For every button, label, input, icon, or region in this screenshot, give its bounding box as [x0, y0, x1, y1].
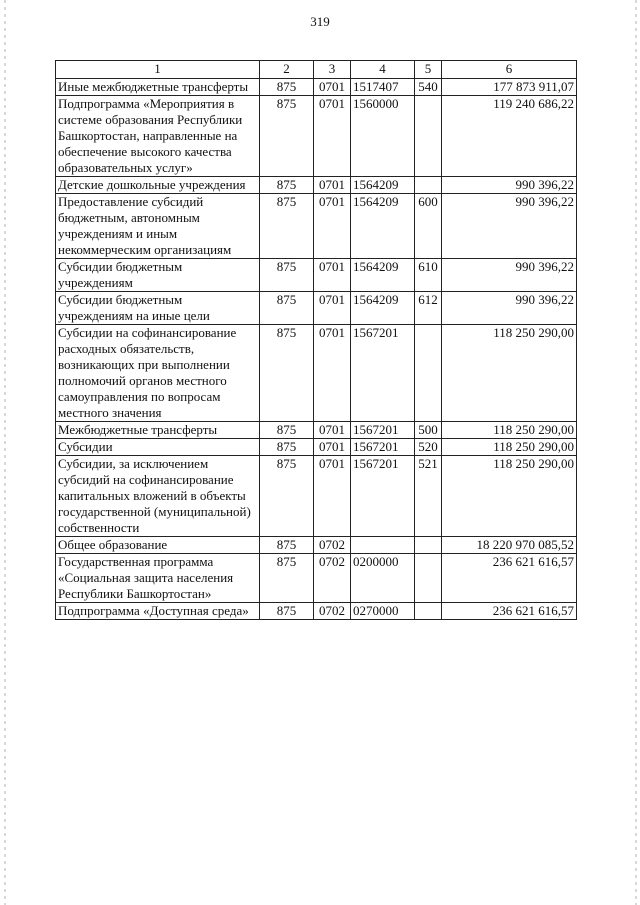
row-col-4: 1517407	[351, 79, 415, 96]
table-row	[56, 292, 577, 325]
row-col-3: 0701	[314, 259, 351, 292]
row-col-2: 875	[260, 456, 314, 537]
row-name: Общее образование	[56, 537, 260, 554]
row-name: Субсидии бюджетным учреждениям на иные цели	[56, 292, 260, 325]
table-row	[56, 422, 577, 439]
row-name: Субсидии бюджетным учреждениям	[56, 259, 260, 292]
header-col-4: 4	[351, 61, 415, 79]
row-amount: 18 220 970 085,52	[442, 537, 577, 554]
row-amount: 990 396,22	[442, 259, 577, 292]
row-col-2: 875	[260, 292, 314, 325]
row-amount: 236 621 616,57	[442, 603, 577, 620]
header-col-2: 2	[260, 61, 314, 79]
header-row	[56, 61, 577, 79]
row-amount: 990 396,22	[442, 194, 577, 259]
row-col-5	[415, 96, 442, 177]
row-col-5: 520	[415, 439, 442, 456]
row-amount: 118 250 290,00	[442, 325, 577, 422]
row-col-4: 1564209	[351, 292, 415, 325]
row-col-5: 610	[415, 259, 442, 292]
table-row	[56, 177, 577, 194]
row-col-2: 875	[260, 177, 314, 194]
row-col-4: 1567201	[351, 456, 415, 537]
row-col-2: 875	[260, 603, 314, 620]
row-col-3: 0701	[314, 292, 351, 325]
row-col-2: 875	[260, 422, 314, 439]
row-col-2: 875	[260, 325, 314, 422]
row-col-4: 1567201	[351, 422, 415, 439]
row-amount: 118 250 290,00	[442, 422, 577, 439]
table-row	[56, 456, 577, 537]
row-col-3: 0701	[314, 79, 351, 96]
row-col-4: 1567201	[351, 325, 415, 422]
row-col-2: 875	[260, 259, 314, 292]
table-row	[56, 194, 577, 259]
row-col-3: 0701	[314, 456, 351, 537]
row-col-5	[415, 603, 442, 620]
row-col-2: 875	[260, 194, 314, 259]
row-col-3: 0702	[314, 554, 351, 603]
table-row	[56, 96, 577, 177]
row-col-3: 0701	[314, 96, 351, 177]
row-col-2: 875	[260, 79, 314, 96]
row-col-2: 875	[260, 439, 314, 456]
row-name: Субсидии, за исключением субсидий на софинансирование капитальных вложений в объекты государственной (муниципальной) собственности	[56, 456, 260, 537]
row-col-5: 600	[415, 194, 442, 259]
row-amount: 119 240 686,22	[442, 96, 577, 177]
row-amount: 990 396,22	[442, 177, 577, 194]
row-name: Предоставление субсидий бюджетным, автономным учреждениям и иным некоммерческим организациям	[56, 194, 260, 259]
header-col-3: 3	[314, 61, 351, 79]
row-amount: 118 250 290,00	[442, 456, 577, 537]
row-amount: 236 621 616,57	[442, 554, 577, 603]
budget-table	[55, 60, 577, 620]
row-amount: 177 873 911,07	[442, 79, 577, 96]
row-col-3: 0701	[314, 422, 351, 439]
row-amount: 990 396,22	[442, 292, 577, 325]
row-col-2: 875	[260, 554, 314, 603]
header-col-6: 6	[442, 61, 577, 79]
row-col-2: 875	[260, 96, 314, 177]
table-row	[56, 537, 577, 554]
table-row	[56, 259, 577, 292]
row-col-3: 0702	[314, 603, 351, 620]
row-col-4: 1567201	[351, 439, 415, 456]
row-col-5: 500	[415, 422, 442, 439]
table-row	[56, 554, 577, 603]
row-col-4: 1564209	[351, 259, 415, 292]
row-col-5: 612	[415, 292, 442, 325]
table-row	[56, 325, 577, 422]
row-col-5	[415, 554, 442, 603]
row-col-5	[415, 177, 442, 194]
row-name: Государственная программа «Социальная защита населения Республики Башкортостан»	[56, 554, 260, 603]
row-name: Подпрограмма «Доступная среда»	[56, 603, 260, 620]
row-col-3: 0702	[314, 537, 351, 554]
row-col-2: 875	[260, 537, 314, 554]
row-col-4: 1560000	[351, 96, 415, 177]
row-name: Субсидии	[56, 439, 260, 456]
row-amount: 118 250 290,00	[442, 439, 577, 456]
row-col-5	[415, 325, 442, 422]
row-col-4: 1564209	[351, 177, 415, 194]
row-name: Субсидии на софинансирование расходных обязательств, возникающих при выполнении полномочий органов местного самоуправления по вопросам местного значения	[56, 325, 260, 422]
row-col-5: 540	[415, 79, 442, 96]
table-row	[56, 439, 577, 456]
row-col-5	[415, 537, 442, 554]
row-col-4	[351, 537, 415, 554]
row-col-4: 1564209	[351, 194, 415, 259]
header-col-1: 1	[56, 61, 260, 79]
page-number: 319	[310, 14, 330, 29]
scan-edge-right	[635, 0, 637, 905]
row-col-4: 0200000	[351, 554, 415, 603]
row-col-3: 0701	[314, 177, 351, 194]
row-col-5: 521	[415, 456, 442, 537]
row-col-3: 0701	[314, 325, 351, 422]
header-col-5: 5	[415, 61, 442, 79]
row-col-4: 0270000	[351, 603, 415, 620]
scan-edge-left	[4, 0, 6, 905]
row-name: Детские дошкольные учреждения	[56, 177, 260, 194]
table-row	[56, 79, 577, 96]
row-name: Иные межбюджетные трансферты	[56, 79, 260, 96]
row-name: Межбюджетные трансферты	[56, 422, 260, 439]
row-name: Подпрограмма «Мероприятия в системе образования Республики Башкортостан, направленные на обеспечение высокого качества образовательных услуг»	[56, 96, 260, 177]
table-row	[56, 603, 577, 620]
row-col-3: 0701	[314, 439, 351, 456]
row-col-3: 0701	[314, 194, 351, 259]
